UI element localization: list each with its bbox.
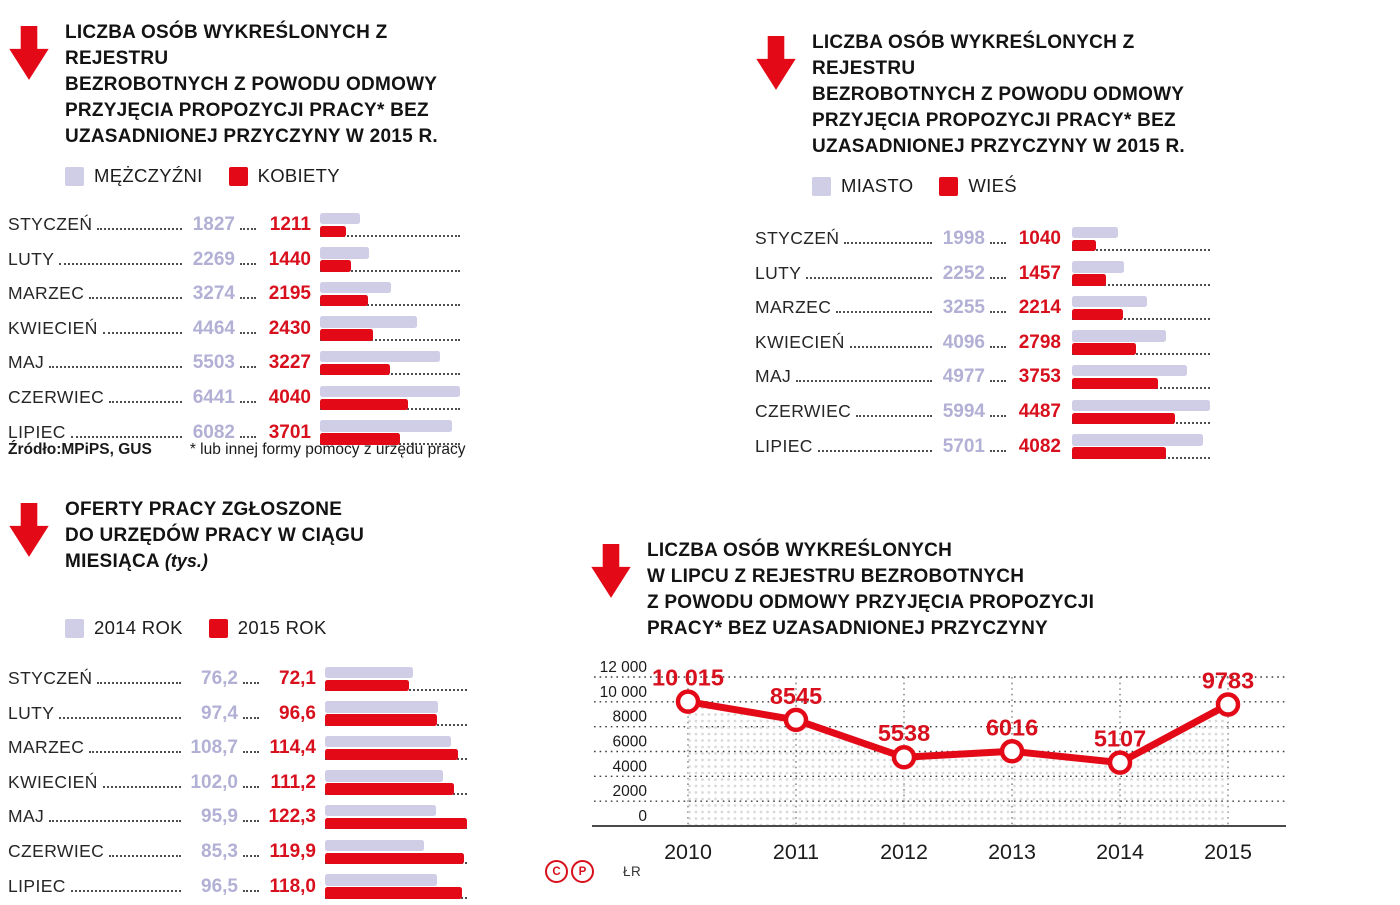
series1-value: 102,0 [190, 771, 238, 793]
series1-value: 6441 [192, 387, 235, 409]
month-label: LIPIEC [755, 435, 813, 456]
month-label: LIPIEC [8, 421, 66, 442]
dotted-leader [49, 366, 182, 368]
series2-value: 119,9 [269, 841, 316, 863]
area-fill [688, 702, 1228, 826]
year-label: 2010 [664, 840, 712, 865]
series2-value: 4040 [268, 387, 311, 409]
legend-item [229, 165, 340, 187]
bar-row-textline [755, 332, 1061, 356]
data-label: 10 015 [652, 664, 724, 691]
bar-row-textline [8, 668, 316, 692]
series1-value: 2269 [192, 248, 235, 270]
bar-row-textline [755, 263, 1061, 287]
bar-row [8, 278, 460, 313]
dotted-leader [109, 855, 181, 857]
bar-row [755, 396, 1210, 431]
bar-row-textline [8, 772, 316, 796]
series1-bar [325, 874, 437, 886]
legend-label: MĘŻCZYŹNI [94, 165, 203, 187]
series1-bar [1072, 434, 1203, 446]
bar-row-textline [755, 228, 1061, 252]
series2-bar [325, 714, 437, 726]
source-label: Źródło:MPiPS, GUS [8, 441, 152, 458]
chart-title-line: BEZROBOTNYCH Z POWODU ODMOWY [812, 84, 1185, 106]
bar-row [8, 801, 473, 836]
chart-rows [8, 663, 473, 905]
dotted-leader [243, 820, 259, 822]
series1-value: 4977 [942, 366, 985, 388]
month-label: KWIECIEŃ [8, 317, 98, 338]
series2-value: 1211 [269, 214, 311, 236]
series1-value: 5701 [942, 435, 985, 457]
series2-value: 2430 [268, 317, 311, 339]
series1-value: 2252 [942, 262, 985, 284]
chart-title [65, 20, 460, 150]
series1-bar [320, 316, 417, 328]
legend-item [65, 617, 183, 639]
dotted-leader [243, 786, 259, 788]
dotted-leader [240, 263, 256, 265]
series2-value: 1457 [1018, 262, 1061, 284]
dotted-leader [243, 717, 259, 719]
series2-value: 3227 [268, 352, 311, 374]
chart-title-line: Z POWODU ODMOWY PRZYJĘCIA PROPOZYCJI [647, 592, 1095, 614]
chart-title-line: LICZBA OSÓB WYKREŚLONYCH Z REJESTRU [65, 22, 388, 70]
bar-row-textline [755, 436, 1061, 460]
legend-label: 2015 ROK [237, 617, 327, 639]
legend-swatch-icon [209, 619, 228, 638]
dotted-leader [990, 415, 1006, 417]
line-chart-svg [590, 654, 1290, 868]
copyright-p-icon: P [571, 860, 594, 883]
series2-value: 2214 [1018, 297, 1061, 319]
chart-title-line: UZASADNIONEJ PRZYCZYNY W 2015 R. [65, 126, 438, 148]
legend-swatch-icon [812, 177, 831, 196]
dotted-leader [103, 332, 182, 334]
series2-bar [320, 364, 390, 376]
chart-title-line: PRZYJĘCIA PROPOZYCJI PRACY* BEZ [812, 110, 1176, 132]
series1-value: 76,2 [201, 668, 238, 690]
data-label: 5107 [1093, 725, 1147, 752]
legend-swatch-icon [229, 167, 248, 186]
y-axis-label: 6000 [612, 733, 647, 751]
month-label: KWIECIEŃ [8, 771, 98, 792]
legend-swatch-icon [65, 167, 84, 186]
data-label: 8545 [769, 682, 823, 709]
dotted-leader [59, 263, 182, 265]
legend-swatch-icon [939, 177, 958, 196]
series1-value: 5503 [192, 352, 235, 374]
bar-row [755, 292, 1210, 327]
bar-row-textline [755, 297, 1061, 321]
series2-value: 118,0 [269, 875, 316, 897]
series1-bar [320, 247, 369, 259]
data-point [1002, 741, 1022, 761]
series1-value: 85,3 [201, 841, 238, 863]
month-label: MAJ [8, 352, 45, 373]
bar-row [8, 382, 460, 417]
series1-bar [320, 351, 440, 363]
series1-bar [1072, 330, 1166, 342]
series2-bar [1072, 240, 1096, 252]
legend-swatch-icon [65, 619, 84, 638]
dotted-leader [990, 450, 1006, 452]
bar-row-textline [755, 366, 1061, 390]
red-down-arrow-icon [8, 503, 50, 559]
dotted-leader [240, 297, 256, 299]
month-label: STYCZEŃ [8, 214, 93, 235]
chart-title-line: LICZBA OSÓB WYKREŚLONYCH Z REJESTRU [812, 32, 1135, 80]
series2-bar [320, 295, 368, 307]
legend-label: KOBIETY [257, 165, 340, 187]
series1-value: 97,4 [201, 702, 238, 724]
bar-row [755, 361, 1210, 396]
series2-bar [325, 853, 464, 865]
month-label: MARZEC [8, 283, 85, 304]
series1-bar [1072, 400, 1210, 412]
series2-value: 72,1 [279, 668, 316, 690]
chart-title-line: OFERTY PRACY ZGŁOSZONE [65, 499, 343, 520]
dotted-leader [856, 415, 932, 417]
series1-value: 1827 [192, 214, 235, 236]
dotted-leader [990, 277, 1006, 279]
dotted-leader [59, 717, 181, 719]
dotted-leader [990, 380, 1006, 382]
series2-bar [1072, 413, 1175, 425]
month-label: CZERWIEC [8, 841, 105, 862]
bar-row-textline [8, 214, 311, 238]
bar-row [8, 767, 473, 802]
series2-bar [1072, 343, 1136, 355]
bar-row [8, 313, 460, 348]
data-point [1218, 695, 1238, 715]
author-initials: ŁR [623, 864, 642, 879]
dotted-leader [240, 228, 256, 230]
dotted-leader [240, 332, 256, 334]
copyright-c-icon: C [545, 860, 568, 883]
bar-row-textline [8, 352, 311, 376]
series2-bar [325, 680, 409, 692]
series2-bar [320, 226, 346, 238]
series1-bar [325, 770, 443, 782]
bar-row [8, 663, 473, 698]
legend-item [939, 175, 1016, 197]
legend-label: 2014 ROK [94, 617, 183, 639]
data-label: 5538 [877, 720, 931, 747]
dotted-leader [818, 450, 932, 452]
series1-bar [325, 805, 436, 817]
bar-row [8, 836, 473, 871]
data-point [678, 692, 698, 712]
series2-value: 114,4 [269, 737, 316, 759]
dotted-leader [109, 401, 182, 403]
bar-row-textline [8, 703, 316, 727]
chart-title [812, 30, 1210, 160]
chart-title-line: PRZYJĘCIA PROPOZYCJI PRACY* BEZ [65, 100, 429, 122]
bar-row [755, 327, 1210, 362]
month-label: CZERWIEC [8, 387, 105, 408]
data-label: 9783 [1201, 667, 1255, 694]
dotted-leader [71, 436, 182, 438]
series1-bar [1072, 227, 1118, 239]
month-label: STYCZEŃ [8, 668, 93, 689]
bar-row [8, 347, 460, 382]
chart-title-line: UZASADNIONEJ PRZYCZYNY W 2015 R. [812, 136, 1185, 158]
month-label: LIPIEC [8, 875, 66, 896]
dotted-leader [806, 277, 932, 279]
series2-bar [1072, 378, 1158, 390]
footnote: * lub innej formy pomocy z urzędu pracy [189, 441, 466, 458]
bar-row-textline [8, 806, 316, 830]
data-point [786, 710, 806, 730]
chart-title [647, 538, 1350, 642]
series2-value: 4487 [1018, 401, 1061, 423]
bar-row-textline [8, 249, 311, 273]
month-label: MAJ [8, 806, 45, 827]
series2-bar [325, 818, 467, 830]
dotted-leader [71, 890, 181, 892]
legend-item [812, 175, 913, 197]
chart-legend [812, 175, 1210, 197]
dotted-leader [243, 682, 259, 684]
line-chart [590, 654, 1350, 873]
chart-title-line: DO URZĘDÓW PRACY W CIĄGU [65, 525, 365, 547]
chart-title-line: MIESIĄCA (tys.) [65, 551, 208, 573]
series1-value: 1998 [942, 228, 985, 250]
legend-item [65, 165, 203, 187]
dotted-leader [990, 242, 1006, 244]
y-axis-label: 10 000 [599, 683, 647, 701]
chart-dereg-city-village [755, 30, 1210, 465]
month-label: MARZEC [755, 297, 832, 318]
year-label: 2013 [988, 840, 1036, 865]
series2-bar [325, 749, 458, 761]
year-label: 2011 [772, 840, 820, 865]
dotted-leader [844, 242, 932, 244]
dotted-leader [990, 311, 1006, 313]
series1-value: 3274 [192, 283, 235, 305]
series1-value: 4096 [942, 331, 985, 353]
series1-bar [320, 386, 460, 398]
y-axis-label: 2000 [612, 783, 647, 801]
month-label: MAJ [755, 366, 792, 387]
red-down-arrow-icon [8, 26, 50, 82]
series1-value: 6082 [192, 421, 235, 443]
series1-bar [325, 667, 413, 679]
month-label: LUTY [755, 262, 802, 283]
bar-row [8, 871, 473, 905]
dotted-leader [97, 682, 181, 684]
dotted-leader [103, 786, 181, 788]
bar-row-textline [8, 876, 316, 900]
series2-value: 1440 [268, 248, 311, 270]
series2-bar [1072, 274, 1106, 286]
chart-legend [65, 165, 460, 187]
series2-value: 3701 [268, 421, 311, 443]
dotted-leader [89, 751, 181, 753]
series2-bar [320, 329, 373, 341]
y-axis-label: 8000 [612, 708, 647, 726]
series1-bar [325, 701, 438, 713]
series1-value: 96,5 [201, 875, 238, 897]
y-axis-label: 12 000 [599, 659, 647, 677]
dotted-leader [850, 346, 932, 348]
bar-row [755, 223, 1210, 258]
dotted-leader [240, 401, 256, 403]
bar-row [8, 244, 460, 279]
dotted-leader [240, 436, 256, 438]
month-label: MARZEC [8, 737, 85, 758]
month-label: LUTY [8, 702, 55, 723]
series1-value: 4464 [192, 317, 235, 339]
red-down-arrow-icon [590, 544, 632, 600]
source-line [8, 441, 466, 459]
year-label: 2014 [1096, 840, 1144, 865]
series1-bar [1072, 365, 1187, 377]
month-label: CZERWIEC [755, 401, 852, 422]
dotted-leader [243, 890, 259, 892]
series2-value: 1040 [1018, 228, 1061, 250]
month-label: KWIECIEŃ [755, 331, 845, 352]
series1-value: 3255 [942, 297, 985, 319]
series2-bar [325, 783, 454, 795]
data-point [894, 747, 914, 767]
series1-bar [320, 420, 452, 432]
chart-rows [755, 223, 1210, 465]
data-point [1110, 753, 1130, 773]
bar-row [8, 732, 473, 767]
series2-bar [320, 399, 408, 411]
chart-legend [65, 617, 473, 639]
series1-bar [1072, 296, 1147, 308]
bar-row [8, 698, 473, 733]
series1-bar [320, 213, 360, 225]
series1-value: 5994 [942, 401, 985, 423]
bar-row [755, 258, 1210, 293]
series1-value: 108,7 [190, 737, 238, 759]
bar-row-textline [8, 318, 311, 342]
series2-bar [1072, 309, 1123, 321]
dotted-leader [49, 820, 181, 822]
series1-bar [325, 840, 424, 852]
chart-job-offers [8, 497, 473, 905]
copyright-mark [545, 860, 641, 883]
chart-title-line: BEZROBOTNYCH Z POWODU ODMOWY [65, 74, 438, 96]
data-label: 6016 [985, 714, 1039, 741]
dotted-leader [990, 346, 1006, 348]
dotted-leader [796, 380, 932, 382]
series2-value: 4082 [1018, 435, 1061, 457]
dotted-leader [97, 228, 182, 230]
chart-title-line: W LIPCU Z REJESTRU BEZROBOTNYCH [647, 566, 1025, 588]
red-down-arrow-icon [755, 36, 797, 92]
legend-label: WIEŚ [968, 175, 1017, 197]
chart-title-line: LICZBA OSÓB WYKREŚLONYCH [647, 540, 953, 561]
series1-bar [325, 736, 451, 748]
dotted-leader [89, 297, 182, 299]
series2-value: 2195 [268, 283, 311, 305]
series2-value: 96,6 [279, 702, 316, 724]
series1-bar [320, 282, 391, 294]
chart-title-line: PRACY* BEZ UZASADNIONEJ PRZYCZYNY [647, 618, 1048, 640]
dotted-leader [836, 311, 932, 313]
series1-bar [1072, 261, 1124, 273]
series2-bar [320, 260, 351, 272]
chart-title [65, 497, 473, 575]
bar-row-textline [8, 841, 316, 865]
month-label: LUTY [8, 248, 55, 269]
title-unit-note: (tys.) [159, 551, 208, 572]
series2-value: 2798 [1018, 331, 1061, 353]
series2-value: 122,3 [268, 806, 316, 828]
dotted-leader [240, 366, 256, 368]
bar-row-textline [8, 283, 311, 307]
chart-july-line [590, 538, 1350, 873]
y-axis-label: 4000 [612, 758, 647, 776]
bar-row-textline [8, 387, 311, 411]
dotted-leader [243, 855, 259, 857]
dotted-leader [243, 751, 259, 753]
bar-row [8, 209, 460, 244]
series2-value: 111,2 [270, 771, 316, 793]
y-axis-label: 0 [638, 808, 647, 826]
series2-bar [325, 887, 462, 899]
legend-label: MIASTO [841, 175, 914, 197]
year-label: 2015 [1204, 840, 1252, 865]
month-label: STYCZEŃ [755, 228, 840, 249]
year-label: 2012 [880, 840, 928, 865]
legend-item [209, 617, 327, 639]
series2-bar [1072, 447, 1166, 459]
bar-row-textline [8, 737, 316, 761]
bar-row-textline [755, 401, 1061, 425]
chart-dereg-gender [8, 20, 460, 451]
chart-rows [8, 209, 460, 451]
bar-row [755, 431, 1210, 466]
series1-value: 95,9 [201, 806, 238, 828]
series2-value: 3753 [1018, 366, 1061, 388]
